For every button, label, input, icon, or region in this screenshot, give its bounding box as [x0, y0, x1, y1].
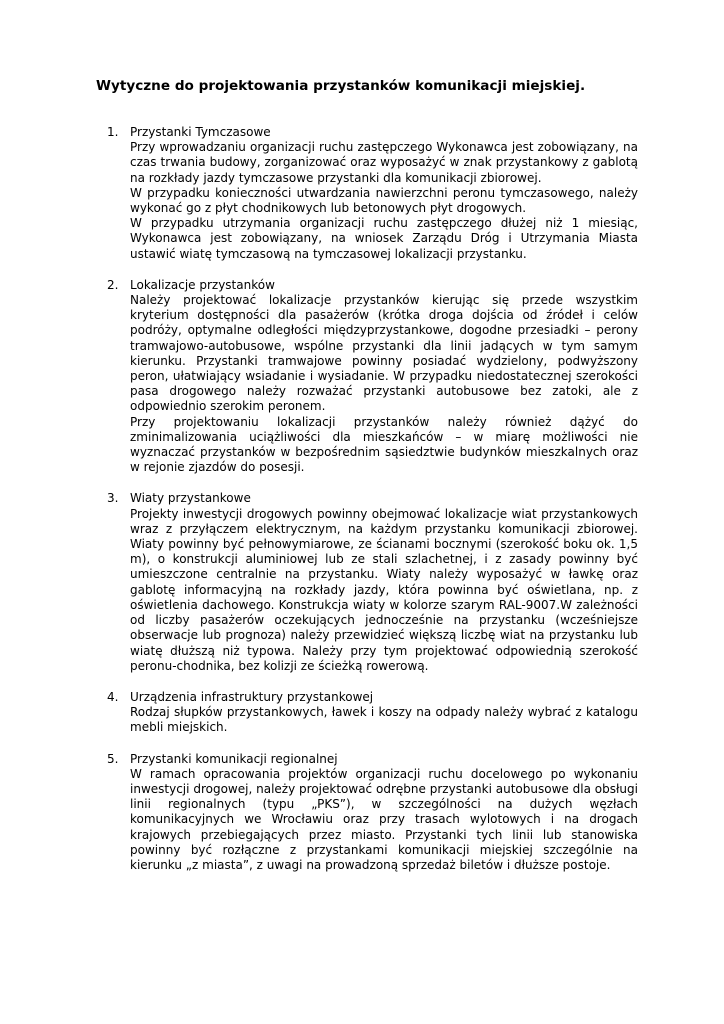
section-paragraph: W przypadku konieczności utwardzania nawierzchni peronu tymczasowego, należy wykonać go z płyt chodnikowych lub betonowych płyt drogowych. — [130, 185, 638, 216]
page-title: Wytyczne do projektowania przystanków komunikacji miejskiej. — [96, 78, 586, 94]
section-heading: Lokalizacje przystanków — [130, 277, 275, 292]
section-heading: Wiaty przystankowe — [130, 491, 251, 506]
section-paragraph: W ramach opracowania projektów organizacji ruchu docelowego po wykonaniu inwestycji drogowej, należy projektować odrębne przystanki autobusowe dla obsługi linii regionalnych (typu „PKS”), w szczególności na dużych węzłach komunikacyjnych we Wrocławiu oraz przy trasach wylotowych i na drogach krajowych przebiegających przez miasto. Przystanki tych linii lub stanowiska powinny być rozłączne z przystankami komunikacji miejskiej szczególnie na kierunku „z miasta”, z uwagi na prowadzoną sprzedaż biletów i dłuższe postoje. — [130, 766, 638, 872]
section-number: 5. — [107, 751, 119, 766]
section-paragraph: Rodzaj słupków przystankowych, ławek i koszy na odpady należy wybrać z katalogu mebli miejskich. — [130, 705, 638, 735]
section-paragraph: Przy wprowadzaniu organizacji ruchu zastępczego Wykonawca jest zobowiązany, na czas trwania budowy, zorganizować oraz wyposażyć w znak przystankowy z gablotą na rozkłady jazdy tymczasowe przystanki dla komunikacji zbiorowej. — [130, 140, 638, 185]
section-heading: Przystanki komunikacji regionalnej — [130, 751, 338, 766]
section-number: 1. — [107, 125, 119, 139]
section-item — [0, 690, 724, 736]
section-item — [0, 752, 724, 874]
section-paragraph: W przypadku utrzymania organizacji ruchu zastępczego dłużej niż 1 miesiąc, Wykonawca jest zobowiązany, na wniosek Zarządu Dróg i Utrzymania Miasta ustawić wiatę tymczasową na tymczasowej lokalizacji przystanku. — [130, 216, 638, 261]
section-paragraph: Należy projektować lokalizacje przystanków kierując się przede wszystkim kryterium dostępności dla pasażerów (krótka droga dojścia od źródeł i celów podróży, optymalne odległości międzyprzystankowe, dogodne przesiadki – perony tramwajowo-autobusowe, wspólne przystanki dla linii jadących w tym samym kierunku. Przystanki tramwajowe powinny posiadać wydzielony, podwyższony peron, ułatwiający wsiadanie i wysiadanie. W przypadku niedostatecznej szerokości pasa drogowego należy rozważać przystanki autobusowe bez zatoki, ale z odpowiednio szerokim peronem. — [130, 293, 638, 414]
section-number: 2. — [107, 277, 119, 292]
section-heading: Urządzenia infrastruktury przystankowej — [130, 689, 374, 704]
section-item — [0, 278, 724, 476]
section-item — [0, 491, 724, 673]
section-paragraph: Projekty inwestycji drogowych powinny obejmować lokalizacje wiat przystankowych wraz z przyłączem elektrycznym, na każdym przystanku komunikacji zbiorowej. Wiaty powinny być pełnowymiarowe, ze ścianami bocznymi (szerokość boku ok. 1,5 m), o konstrukcji aluminiowej lub ze stali szlachetnej, i z zasady powinny być umieszczone centralnie na przystanku. Wiaty należy wyposażyć w ławkę oraz gablotę informacyjną na rozkłady jazdy, która powinna być oświetlana, np. z oświetlenia dachowego. Konstrukcja wiaty w kolorze szarym RAL-9007.W zależności od liczby pasażerów oczekujących jednocześnie na przystanku (wcześniejsze obserwacje lub prognoza) należy przewidzieć większą liczbę wiat na przystanku lub wiatę dłuższą niż typowa. Należy przy tym projektować odpowiednią szerokość peronu-chodnika, bez kolizji ze ścieżką rowerową. — [130, 506, 638, 673]
section-paragraph: Przy projektowaniu lokalizacji przystanków należy również dążyć do zminimalizowania uciążliwości dla mieszkańców – w miarę możliwości nie wyznaczać przystanków w bezpośrednim sąsiedztwie budynków mieszkalnych oraz w rejonie zjazdów do posesji. — [130, 414, 638, 475]
section-item — [0, 125, 724, 262]
section-number: 3. — [107, 491, 119, 506]
section-heading: Przystanki Tymczasowe — [130, 125, 271, 139]
section-number: 4. — [107, 689, 119, 704]
section-list — [0, 125, 724, 889]
